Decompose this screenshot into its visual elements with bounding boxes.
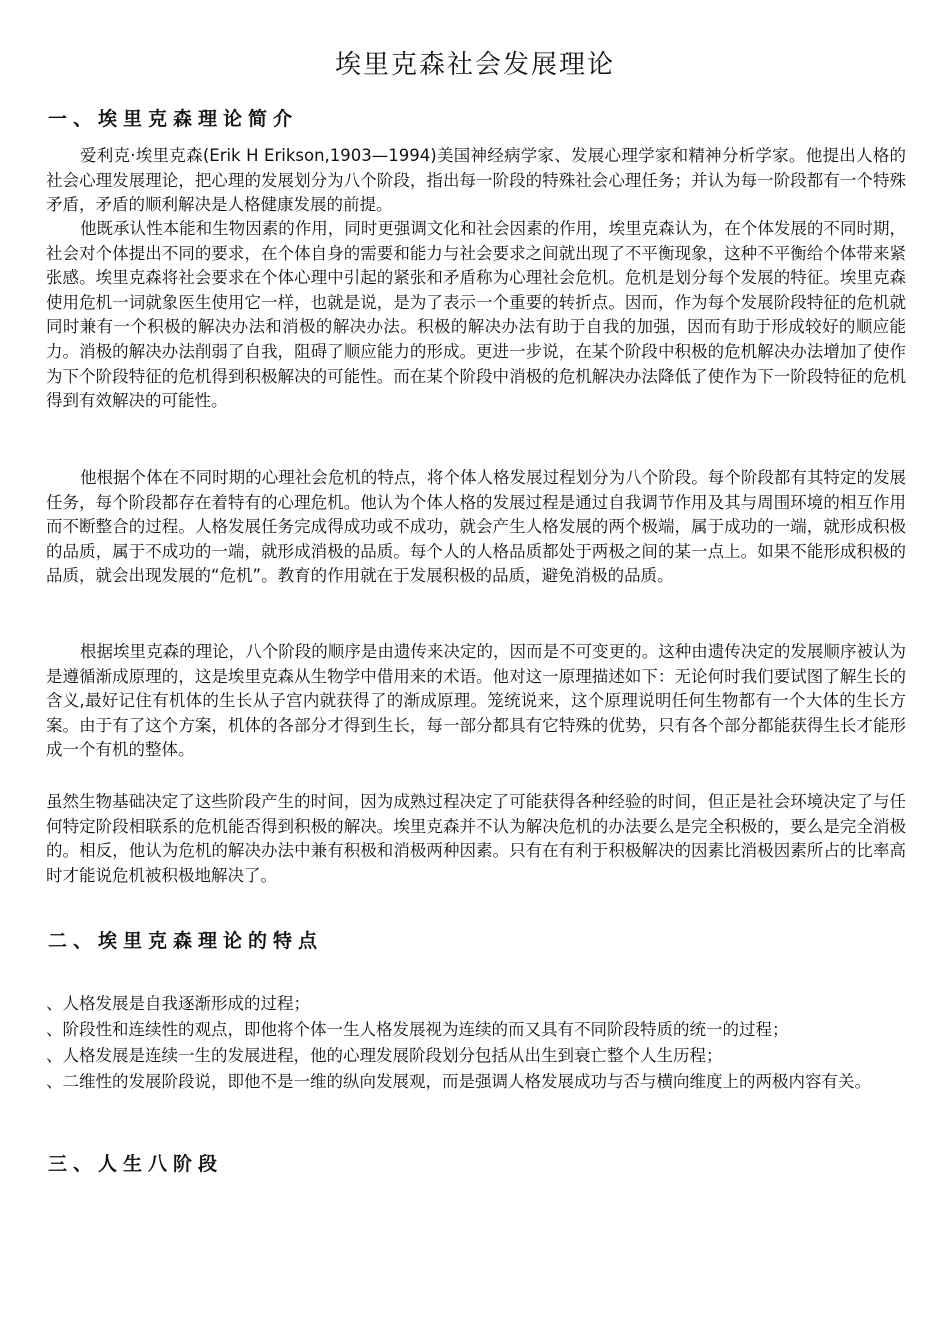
page-title: 埃里克森社会发展理论 [334,50,615,80]
list-item: 、人格发展是连续一生的发展进程，他的心理发展阶段划分包括从出生到衰亡整个人生历程； [46,1046,723,1065]
list-item: 、人格发展是自我逐渐形成的过程； [46,994,310,1013]
paragraph-4: 根据埃里克森的理论，八个阶段的顺序是由遗传来决定的，因而是不可变更的。这种由遗传决定的发展顺序被认为是遵循渐成原理的，这是埃里克森从生物学中借用来的术语。他对这一原理描述如下：无论何时我们要试图了解生长的含义,最好记住有机体的生长从子宫内就获得了的渐成原理。笼统说来，这个原理说明任何生物都有一个大体的生长方案。由于有了这个方案，机体的各部分才得到生长，每一部分都具有它特殊的优势，只有各个部分都能获得生长才能形成一个有机的整体。 [46,642,906,760]
section-heading-1: 一、埃里克森理论简介 [48,108,299,130]
section-heading-3: 三、人生八阶段 [48,1153,224,1175]
features-list [46,991,908,1095]
paragraph-2: 他既承认性本能和生物因素的作用，同时更强调文化和社会因素的作用，埃里克森认为，在个体发展的不同时期，社会对个体提出不同的要求，在个体自身的需要和能力与社会要求之间就出现了不平衡现象，这种不平衡给个体带来紧张感。埃里克森将社会要求在个体心理中引起的紧张和矛盾称为心理社会危机。危机是划分每个发展的特征。埃里克森使用危机一词就象医生使用它一样，也就是说，是为了表示一个重要的转折点。因而，作为每个发展阶段特征的危机就同时兼有一个积极的解决办法和消极的解决办法。积极的解决办法有助于自我的加强，因而有助于形成较好的顺应能力。消极的解决办法削弱了自我，阻碍了顺应能力的形成。更进一步说，在某个阶段中积极的危机解决办法增加了使作为下个阶段特征的危机得到积极解决的可能性。而在某个阶段中消极的危机解决办法降低了使作为下一阶段特征的危机得到有效解决的可能性。 [46,219,906,411]
list-item: 、二维性的发展阶段说，即他不是一维的纵向发展观，而是强调人格发展成功与否与横向维度上的两极内容有关。 [46,1072,871,1091]
paragraph-3: 他根据个体在不同时期的心理社会危机的特点，将个体人格发展过程划分为八个阶段。每个阶段都有其特定的发展任务，每个阶段都存在着特有的心理危机。他认为个体人格的发展过程是通过自我调节作用及其与周围环境的相互作用而不断整合的过程。人格发展任务完成得成功或不成功，就会产生人格发展的两个极端，属于成功的一端，就形成积极的品质，属于不成功的一端，就形成消极的品质。每个人的人格品质都处于两极之间的某一点上。如果不能形成积极的品质，就会出现发展的“危机”。教育的作用就在于发展积极的品质，避免消极的品质。 [46,468,906,586]
list-item: 、阶段性和连续性的观点，即他将个体一生人格发展视为连续的而又具有不同阶段特质的统一的过程； [46,1020,789,1039]
paragraph-1: 爱利克·埃里克森(Erik H Erikson,1903—1994)美国神经病学家、发展心理学家和精神分析学家。他提出人格的社会心理发展理论，把心理的发展划分为八个阶段，指出每一阶段的特殊社会心理任务；并认为每一阶段都有一个特殊矛盾，矛盾的顺利解决是人格健康发展的前提。 [46,146,906,215]
paragraph-5: 虽然生物基础决定了这些阶段产生的时间，因为成熟过程决定了可能获得各种经验的时间，但正是社会环境决定了与任何特定阶段相联系的危机能否得到积极的解决。埃里克森并不认为解决危机的办法要么是完全积极的，要么是完全消极的。相反，他认为危机的解决办法中兼有积极和消极两种因素。只有在有利于积极解决的因素比消极因素所占的比率高时才能说危机被积极地解决了。 [46,792,906,885]
section-heading-2: 二、埃里克森理论的特点 [48,930,324,952]
